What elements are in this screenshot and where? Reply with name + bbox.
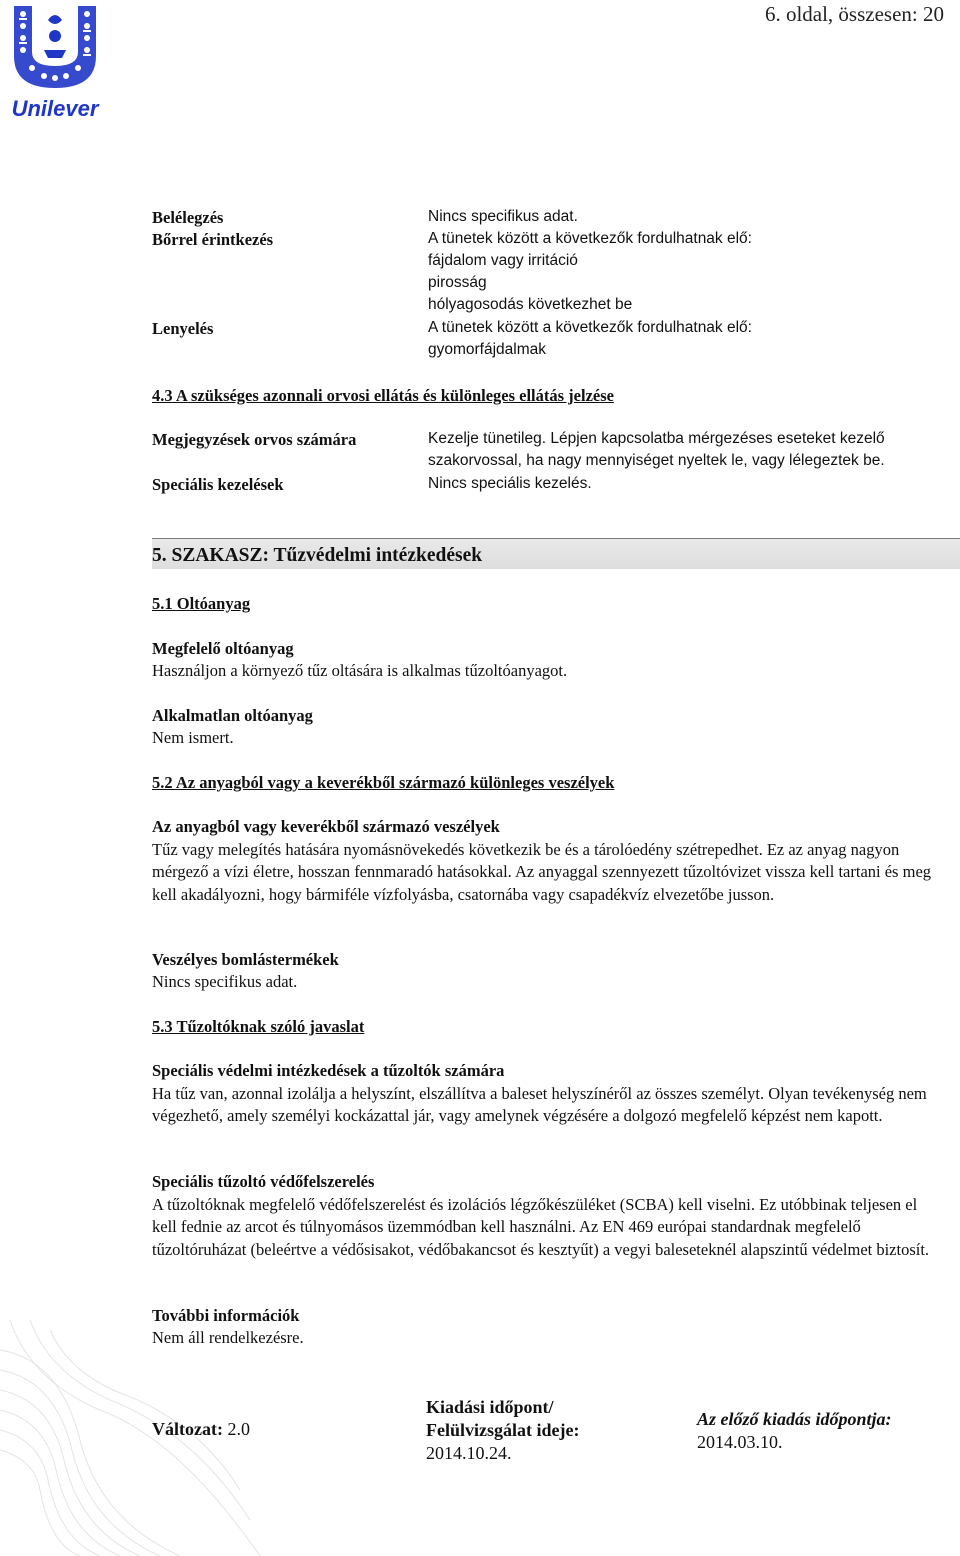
first-aid-label-inhalation: Belélegzés [152, 208, 224, 227]
heading-5-3: 5.3 Tűzoltóknak szóló javaslat [152, 1017, 365, 1036]
first-aid-label-skin: Bőrrel érintkezés [152, 230, 274, 249]
further-information-text: Nem áll rendelkezésre. [152, 1328, 304, 1347]
hazards-text: Tűz vagy melegítés hatására nyomásnövekedés következik be és a tárolóedény szétrepedhet. Ez az anyag nagyon mérgező a vízi életre, hosszan fennmaradó hatásokkal. Az anyaggal szennyezett tűzoltóvizet vissza kell tartani és meg kell akadályozni, hogy bármiféle vízfolyásba, csatornába vagy csapadékvíz elvezetőbe jusson. [152, 840, 932, 904]
label-further-information: További információk [152, 1306, 300, 1325]
decomposition-products-text: Nincs specifikus adat. [152, 972, 298, 991]
first-aid-value: Nincs specifikus adat. [428, 208, 578, 225]
footer-previous-label: Az előző kiadás időpontja: [697, 1409, 892, 1429]
suitable-media-text: Használjon a környező tűz oltására is alkalmas tűzoltóanyagot. [152, 661, 568, 680]
unilever-logo [0, 0, 110, 122]
first-aid-value: A tünetek között a következők fordulhatnak elő: [428, 319, 752, 336]
label-hazards: Az anyagból vagy keverékből származó veszélyek [152, 817, 500, 836]
label-suitable-media: Megfelelő oltóanyag [152, 639, 294, 658]
label-specific-treatments: Speciális kezelések [152, 475, 284, 494]
label-unsuitable-media: Alkalmatlan oltóanyag [152, 706, 313, 725]
notes-for-physician-line: szakorvossal, ha nagy mennyiséget nyeltek le, vagy lélegeztek be. [428, 452, 885, 469]
first-aid-value: pirosság [428, 274, 487, 291]
protective-actions-text: Ha tűz van, azonnal izolálja a helyszínt, elszállítva a baleset helyszínéről az összes személyt. Olyan tevékenység nem végezhető, amely személyi kockázattal jár, vagy amelynek végzésére a dolgozó megfelelő képzést nem kapott. [152, 1084, 927, 1126]
heading-5-2: 5.2 Az anyagból vagy a keverékből származó különleges veszélyek [152, 773, 615, 792]
footer-version-value: 2.0 [227, 1419, 250, 1439]
page-number: 6. oldal, összesen: 20 [764, 2, 944, 26]
footer-issue-value: 2014.10.24. [426, 1443, 512, 1463]
footer-issue-label-1: Kiadási időpont/ [426, 1397, 554, 1417]
label-protective-actions: Speciális védelmi intézkedések a tűzoltók számára [152, 1061, 505, 1080]
specific-treatments-value: Nincs speciális kezelés. [428, 475, 592, 492]
unsuitable-media-text: Nem ismert. [152, 728, 234, 747]
first-aid-value: hólyagosodás következhet be [428, 296, 633, 313]
heading-5-1: 5.1 Oltóanyag [152, 594, 251, 613]
logo-wordmark: Unilever [11, 96, 99, 121]
footer-issue-label-2: Felülvizsgálat ideje: [426, 1420, 580, 1440]
section-5-title: 5. SZAKASZ: Tűzvédelmi intézkedések [152, 545, 483, 566]
first-aid-value: A tünetek között a következők fordulhatnak elő: [428, 230, 752, 247]
heading-4-3: 4.3 A szükséges azonnali orvosi ellátás és különleges ellátás jelzése [152, 386, 614, 405]
notes-for-physician-line: Kezelje tünetileg. Lépjen kapcsolatba mérgezéses eseteket kezelő [428, 430, 885, 447]
protective-equipment-text: A tűzoltóknak megfelelő védőfelszerelést és izolációs légzőkészüléket (SCBA) kell viselni. Ez utóbbinak teljesen el kell fednie az arcot és túlnyomásos üzemmódban kell használni. Az EN 469 európai standardnak megfelelő tűzoltóruházat (beleértve a védősisakot, védőbakancsot és kesztyűt) a vegyi baleseteknél alapszintű védelmet biztosít. [152, 1195, 930, 1259]
first-aid-value: fájdalom vagy irritáció [428, 252, 578, 269]
label-protective-equipment: Speciális tűzoltó védőfelszerelés [152, 1172, 375, 1191]
label-decomposition-products: Veszélyes bomlástermékek [152, 950, 339, 969]
first-aid-label-ingestion: Lenyelés [152, 319, 214, 338]
footer-version [152, 1419, 250, 1440]
footer-previous-value: 2014.03.10. [697, 1432, 783, 1452]
first-aid-value: gyomorfájdalmak [428, 341, 547, 358]
section-5-header [152, 538, 960, 569]
footer-version-label: Változat: [152, 1419, 223, 1439]
label-notes-for-physician: Megjegyzések orvos számára [152, 430, 357, 449]
